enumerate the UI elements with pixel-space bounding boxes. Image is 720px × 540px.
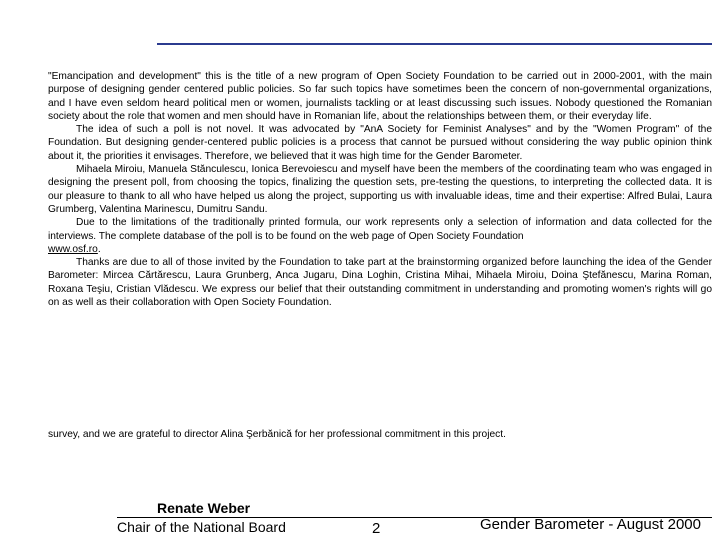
osf-link[interactable]: www.osf.ro (48, 243, 98, 255)
limitations-text: Due to the limitations of the traditionally printed formula, our work represents only a selection of information and data collected for the interviews. The complete database of the poll is to be found on the web page of Open Society Foundation (48, 217, 712, 242)
body-text (48, 70, 712, 309)
header-rule (157, 43, 712, 45)
paragraph-limitations (48, 216, 712, 256)
signatory-title: Chair of the National Board (117, 519, 286, 535)
page-number: 2 (372, 520, 381, 537)
link-period: . (97, 243, 101, 255)
paragraph-idea: The idea of such a poll is not novel. It was advocated by "AnA Society for Feminist Analyses" and by the "Women Program" of the Foundation. But designing gender-centered public policies is a process that cannot be pursued without considering the way public opinion think about it, the priorities it envisages. Therefore, we believed that it was high time for the Gender Barometer. (48, 124, 712, 162)
paragraph-intro: "Emancipation and development" this is the title of a new program of Open Society Foundation to be carried out in 2000-2001, with the main purpose of designing gender centered public policies. So far such topics have sometimes been the concern of non-governmental organizations, and I have even seldom heard political men or women, journalists tackling or at least discussing such issues. Nobody questioned the Romanian society about the role that women and men should have in Romanian life, about the relationships between them, or their everyday life. (48, 71, 712, 122)
paragraph-team: Mihaela Miroiu, Manuela Stănculescu, Ionica Berevoiescu and myself have been the members of the coordinating team who was engaged in designing the present poll, from choosing the topics, finalizing the question sets, pre-testing the questions, to interpreting the collected data. It is our pleasure to thank to all who have helped us along the project, supporting us with invaluable ideas, time and their expertise: Alfred Bulai, Laura Grumberg, Valentina Marinescu, Dumitru Sandu. (48, 164, 712, 215)
signatory-name: Renate Weber (157, 500, 251, 516)
paragraph-thanks: Thanks are due to all of those invited by the Foundation to take part at the brainstorming organized before launching the idea of the Gender Barometer: Mircea Cărtărescu, Laura Grunberg, Anca Jugaru, Dina Loghin, Cristina Mihai, Mihaela Miroiu, Doina Ştefănescu, Marina Roman, Roxana Teşiu, Cristian Vlădescu. We express our belief that their outstanding commitment in understanding and promoting women's rights will go on as well as their collaboration with Open Society Foundation. (48, 257, 712, 309)
closing-line: survey, and we are grateful to director Alina Şerbănică for her professional commitment in this project. (48, 429, 506, 440)
footer-document-title: Gender Barometer - August 2000 (480, 516, 701, 533)
header-decoration (48, 12, 78, 42)
